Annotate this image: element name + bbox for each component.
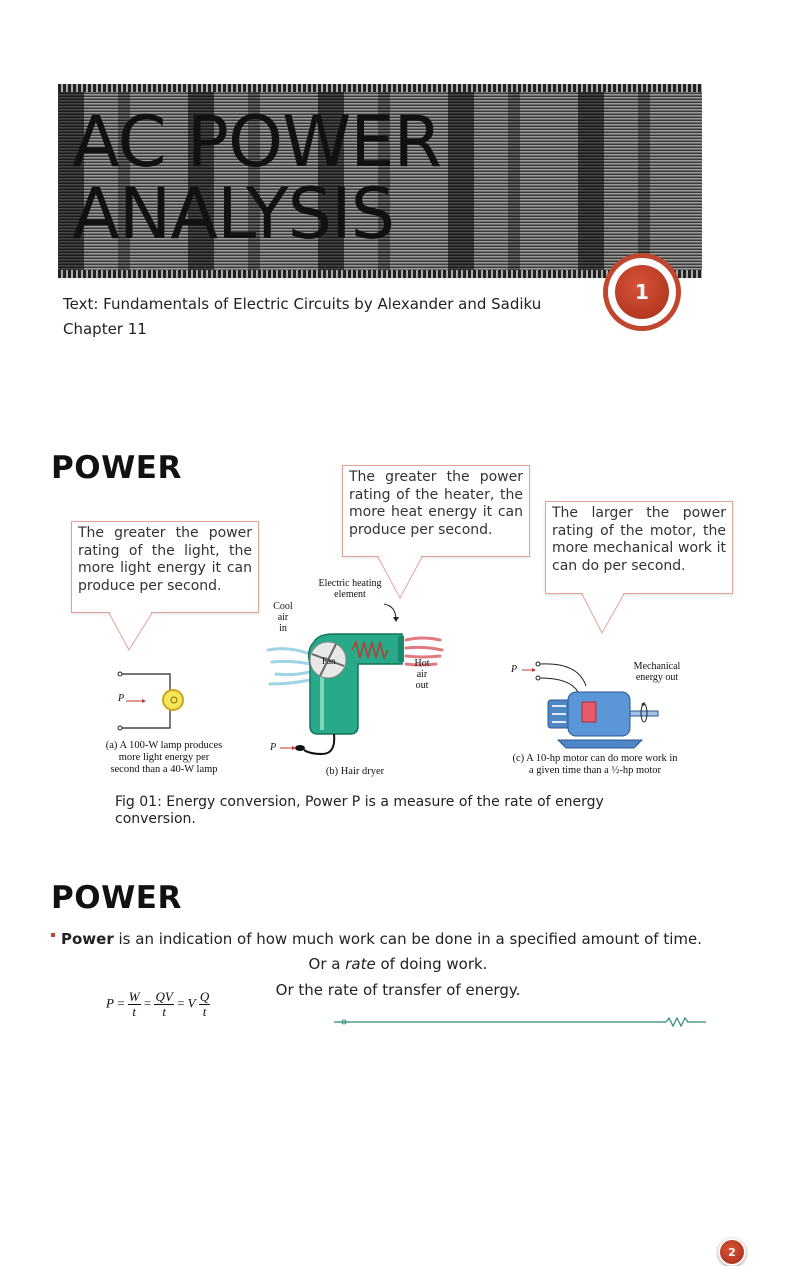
callout-light <box>71 521 259 613</box>
title-line-1: AC POWER <box>72 101 442 183</box>
cool-air-icon <box>268 649 310 684</box>
numerator: W <box>128 989 140 1004</box>
power-formula: P = $\frac{W}{t}$ = $\frac{QV}{t}$ = V $\frac{Q}{t}$ <box>106 989 210 1019</box>
dryer-caption: (b) Hair dryer <box>325 766 385 777</box>
lamp-p-label: P <box>118 693 125 704</box>
title-banner <box>58 84 702 278</box>
energy-transfer-line: Or the rate of transfer of energy. <box>275 981 521 999</box>
resistor-icon <box>666 1018 706 1026</box>
lamp-caption-line: more light energy per <box>118 752 210 763</box>
slide-1 <box>0 0 768 412</box>
motor-caption-line: a given time than a ½-hp motor <box>528 765 662 776</box>
label-line: Mechanical <box>633 661 681 672</box>
callout-heater <box>342 465 530 557</box>
bullet-marker <box>51 933 55 937</box>
line-text: Or a <box>308 955 346 973</box>
label-line: air <box>416 669 428 680</box>
slide-heading: POWER <box>51 880 182 916</box>
callout-motor <box>545 501 733 594</box>
callout-pointer <box>546 502 734 642</box>
label-line: Cool <box>273 601 293 612</box>
slide-title <box>72 101 442 255</box>
page-number-badge <box>718 1238 746 1266</box>
callout-heater-text: The greater the power rating of the heater, the more heat energy it can produce per second. <box>349 469 523 538</box>
lamp-caption-line: second than a 40-W lamp <box>110 764 218 775</box>
bullet-point <box>51 930 702 948</box>
lamp-caption-line: (a) A 100-W lamp produces <box>105 740 223 751</box>
callout-pointer <box>72 522 260 662</box>
page-number: 2 <box>728 1245 736 1259</box>
motor-mechanical-label <box>626 661 688 683</box>
rate-of-work-line <box>0 955 796 973</box>
denominator: t <box>202 1004 207 1019</box>
label-line: in <box>279 623 287 634</box>
bulb-icon <box>163 690 183 710</box>
dryer-fan-label: Fan <box>322 656 336 666</box>
figure-caption: Fig 01: Energy conversion, Power P is a measure of the rate of energy conversion. <box>115 794 604 827</box>
chapter-label: Chapter 11 <box>63 320 147 338</box>
motor-icon <box>568 692 630 736</box>
label-line: air <box>277 612 289 623</box>
line-emphasis: rate <box>345 955 376 973</box>
motor-p-label: P <box>511 664 518 675</box>
title-line-2: ANALYSIS <box>72 173 395 255</box>
dryer-p-label: P <box>270 742 277 753</box>
page-number-badge <box>608 258 676 326</box>
lamp-caption <box>80 740 248 776</box>
numerator: QV <box>155 989 173 1004</box>
label-line: Hot <box>414 658 430 669</box>
motor-caption <box>500 753 690 777</box>
slide-subtitle <box>63 292 541 342</box>
fraction <box>199 990 210 1019</box>
callout-light-text: The greater the power rating of the light, the more light energy it can produce per second. <box>78 525 252 594</box>
label-line: out <box>415 680 429 691</box>
callout-motor-text: The larger the power rating of the motor, the more mechanical work it can do per second. <box>552 505 726 574</box>
label-line: element <box>334 589 366 600</box>
fraction <box>128 990 141 1019</box>
denominator: t <box>132 1004 137 1019</box>
slide-heading: POWER <box>51 450 182 486</box>
line-text: of doing work. <box>375 955 488 973</box>
label-line: energy out <box>635 672 679 683</box>
formula-factor: V <box>187 995 196 1011</box>
dryer-hot-air-label <box>410 658 434 691</box>
slide-3 <box>0 862 768 1024</box>
numerator: Q <box>199 989 210 1004</box>
page-number: 1 <box>635 280 649 304</box>
bullet-bold-term: Power <box>61 930 114 948</box>
fraction <box>154 990 173 1019</box>
motor-caption-line: (c) A 10-hp motor can do more work in <box>512 753 678 764</box>
circuit-diagram-fragment <box>330 1016 710 1026</box>
textbook-reference: Text: Fundamentals of Electric Circuits by Alexander and Sadiku <box>63 295 542 313</box>
denominator: t <box>162 1004 166 1019</box>
formula-lhs: P <box>106 995 114 1011</box>
label-line: Electric heating <box>318 578 382 589</box>
bullet-text: is an indication of how much work can be done in a specified amount of time. <box>113 930 702 948</box>
